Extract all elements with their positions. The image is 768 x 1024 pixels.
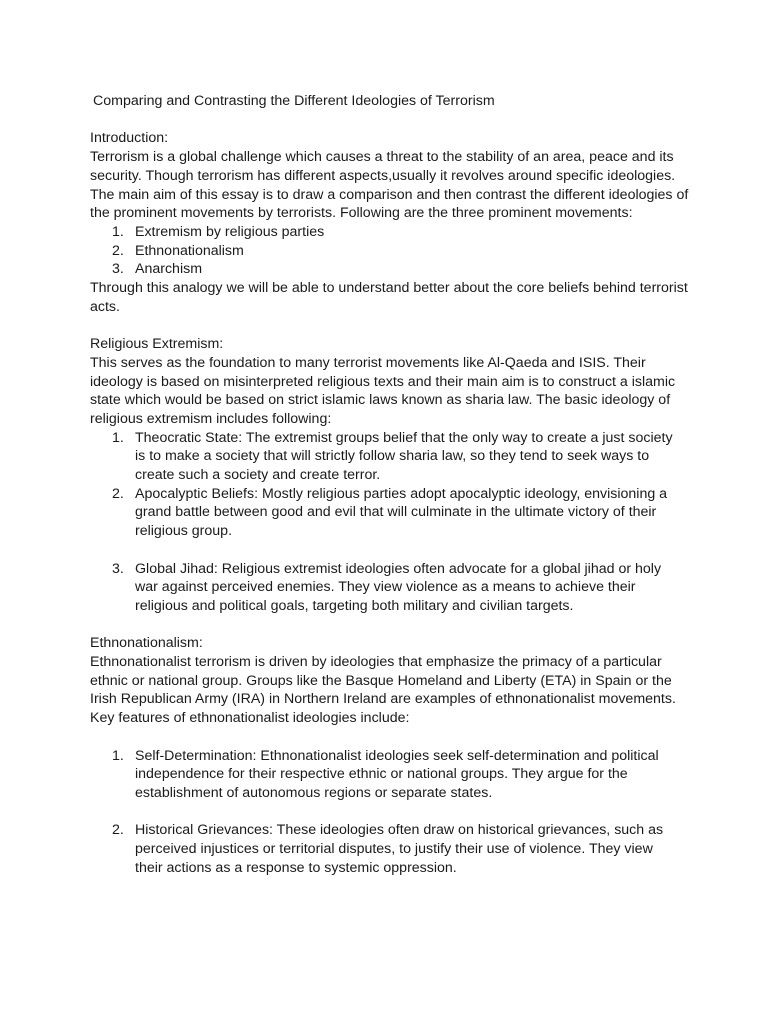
spacer (90, 803, 690, 822)
list-item (90, 260, 690, 279)
list-item-number: 3. (112, 261, 124, 278)
list-item-number: 1. (112, 429, 124, 446)
list-item (90, 223, 690, 242)
list-item-number: 2. (112, 822, 124, 839)
spacer (90, 541, 690, 560)
ethnonationalism-section (90, 634, 690, 877)
list-item-text: Theocratic State: The extremist groups belief that the only way to create a just society is to make a society that will strictly follow sharia law, so they tend to seek ways to create such a society and create terror. (135, 429, 673, 484)
list-item-text: Self-Determination: Ethnonationalist ideologies seek self-determination and political independence for their respective ethnic or national groups. They argue for the establishment of autonomous regions or separate states. (135, 747, 659, 801)
spacer (90, 316, 690, 335)
list-item-number: 2. (112, 242, 124, 259)
list-item (90, 429, 690, 485)
list-item-number: 1. (112, 223, 124, 240)
religious-extremism-heading: Religious Extremism: (90, 336, 224, 353)
religious-extremism-paragraph: This serves as the foundation to many terrorist movements like Al-Qaeda and ISIS. Their ideology is based on misinterpreted religious texts and their main aim is to construct a islamic state which would be based on strict islamic laws known as sharia law. The basic ideology of religious extremism includes following: (90, 354, 676, 427)
list-item (90, 560, 690, 616)
spacer (90, 728, 690, 747)
list-item-number: 3. (112, 560, 124, 577)
introduction-paragraph: Terrorism is a global challenge which causes a threat to the stability of an area, peace and its security. Though terrorism has different aspects,usually it revolves around specific ideologies. The main aim of this essay is to draw a comparison and then contrast the different ideologies of the prominent movements by terrorists. Following are the three prominent movements: (90, 149, 689, 222)
list-item-text: Anarchism (135, 261, 203, 278)
list-item-number: 2. (112, 485, 124, 502)
ethnonationalism-heading: Ethnonationalism: (90, 635, 203, 652)
introduction-section (90, 129, 690, 316)
list-item-text: Extremism by religious parties (135, 223, 325, 240)
religious-extremism-list (90, 429, 690, 616)
religious-extremism-section (90, 335, 690, 616)
introduction-heading: Introduction: (90, 130, 169, 147)
list-item (90, 242, 690, 261)
list-item (90, 821, 690, 877)
document-title: Comparing and Contrasting the Different Ideologies of Terrorism (93, 93, 495, 109)
list-item (90, 747, 690, 803)
document-page (90, 92, 690, 877)
list-item-text: Ethnonationalism (135, 242, 244, 259)
list-item (90, 485, 690, 541)
list-item-number: 1. (112, 747, 124, 764)
list-item-text: Historical Grievances: These ideologies often draw on historical grievances, such as perceived injustices or territorial disputes, to justify their use of violence. They view their actions as a response to systemic oppression. (135, 822, 664, 876)
introduction-list (90, 223, 690, 279)
list-item-text: Apocalyptic Beliefs: Mostly religious parties adopt apocalyptic ideology, envisioning a grand battle between good and evil that will culminate in the ultimate victory of their religious group. (135, 485, 668, 540)
list-item-text: Global Jihad: Religious extremist ideologies often advocate for a global jihad or holy war against perceived enemies. They view violence as a means to achieve their religious and political goals, targeting both military and civilian targets. (135, 560, 662, 614)
introduction-closing: Through this analogy we will be able to understand better about the core beliefs behind terrorist acts. (90, 280, 688, 315)
ethnonationalism-list (90, 747, 690, 878)
ethnonationalism-paragraph: Ethnonationalist terrorism is driven by ideologies that emphasize the primacy of a particular ethnic or national group. Groups like the Basque Homeland and Liberty (ETA) in Spain or the Irish Republican Army (IRA) in Northern Ireland are examples of ethnonationalist movements. Key features of ethnonationalist ideologies include: (90, 654, 676, 727)
spacer (90, 616, 690, 635)
